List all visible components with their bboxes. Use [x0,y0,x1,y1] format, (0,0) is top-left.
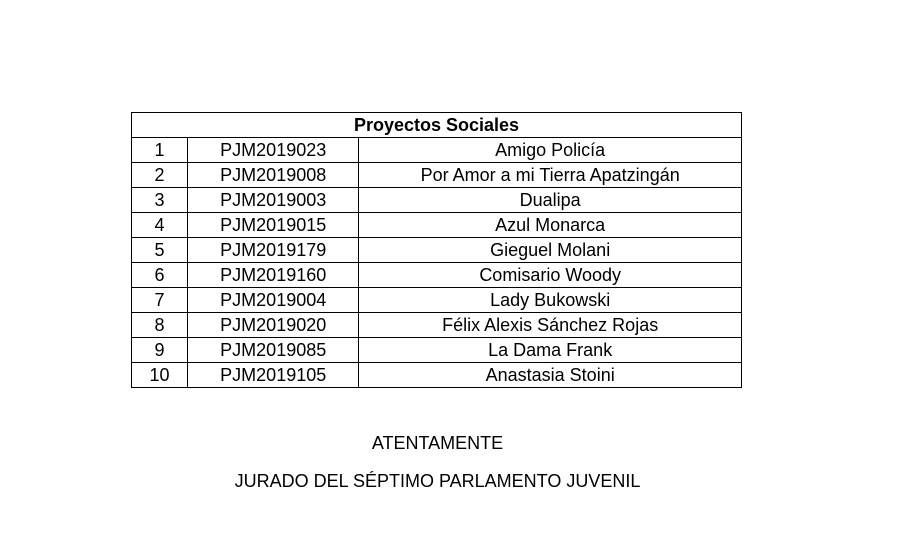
project-name: Lady Bukowski [359,288,742,313]
row-number: 9 [132,338,188,363]
project-code: PJM2019085 [188,338,359,363]
project-code: PJM2019105 [188,363,359,388]
project-code: PJM2019003 [188,188,359,213]
project-code: PJM2019023 [188,138,359,163]
signature-text: JURADO DEL SÉPTIMO PARLAMENTO JUVENIL [234,471,641,491]
project-name: Azul Monarca [359,213,742,238]
project-name: Amigo Policía [359,138,742,163]
table-row [132,338,742,363]
table-row [132,363,742,388]
table-row [132,163,742,188]
row-number: 6 [132,263,188,288]
project-name: La Dama Frank [359,338,742,363]
table-row [132,138,742,163]
project-code: PJM2019179 [188,238,359,263]
table-row [132,288,742,313]
project-name: Gieguel Molani [359,238,742,263]
table-row [132,313,742,338]
results-table [131,112,742,388]
row-number: 2 [132,163,188,188]
table-row [132,188,742,213]
project-name: Por Amor a mi Tierra Apatzingán [359,163,742,188]
table-title-row [132,113,742,138]
row-number: 8 [132,313,188,338]
row-number: 10 [132,363,188,388]
closing-text: ATENTAMENTE [371,433,504,453]
table-row [132,213,742,238]
table-row [132,263,742,288]
project-name: Comisario Woody [359,263,742,288]
project-code: PJM2019004 [188,288,359,313]
row-number: 4 [132,213,188,238]
table-row [132,238,742,263]
project-name: Anastasia Stoini [359,363,742,388]
row-number: 7 [132,288,188,313]
project-name: Félix Alexis Sánchez Rojas [359,313,742,338]
row-number: 5 [132,238,188,263]
project-code: PJM2019015 [188,213,359,238]
table-title: Proyectos Sociales [132,113,742,138]
project-name: Dualipa [359,188,742,213]
project-code: PJM2019020 [188,313,359,338]
project-code: PJM2019160 [188,263,359,288]
project-code: PJM2019008 [188,163,359,188]
row-number: 3 [132,188,188,213]
row-number: 1 [132,138,188,163]
